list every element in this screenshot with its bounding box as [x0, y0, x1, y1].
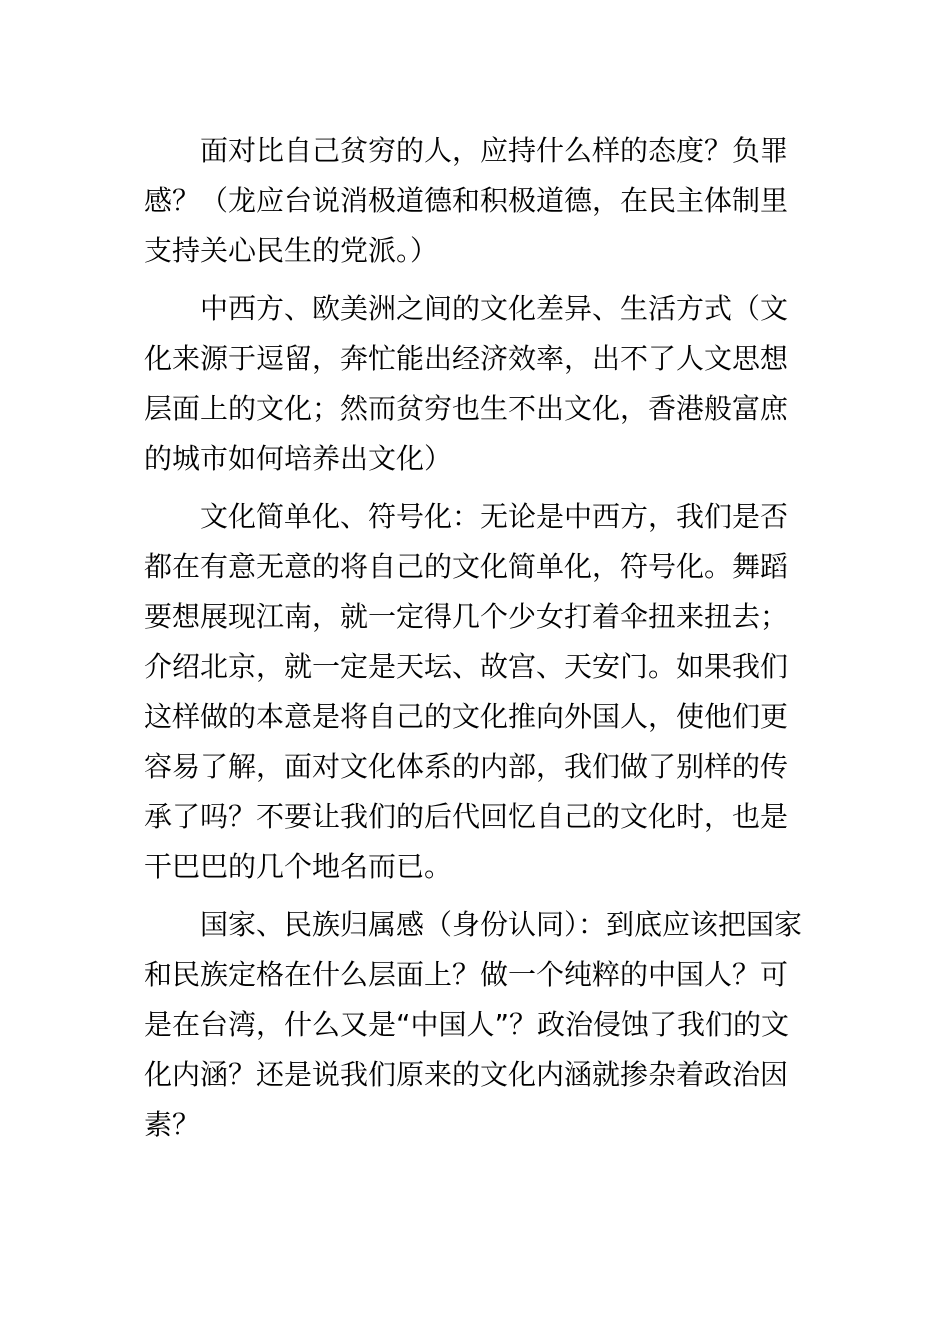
paragraph-wealth-attitude: 面对比自己贫穷的人，应持什么样的态度？负罪感？（龙应台说消极道德和积极道德，在民主体制里支持关心民生的党派。）: [144, 134, 789, 267]
document-body: [144, 126, 806, 1158]
paragraph-culture-simplification: 文化简单化、符号化：无论是中西方，我们是否都在有意无意的将自己的文化简单化，符号化。舞蹈要想展现江南，就一定得几个少女打着伞扭来扭去；介绍北京，就一定是天坛、故宫、天安门。如果我们这样做的本意是将自己的文化推向外国人，使他们更容易了解，面对文化体系的内部，我们做了别样的传承了吗？不要让我们的后代回忆自己的文化时，也是干巴巴的几个地名而已。: [144, 500, 789, 883]
paragraph-national-identity: 国家、民族归属感（身份认同）：到底应该把国家和民族定格在什么层面上？做一个纯粹的中国人？可是在台湾，什么又是“中国人”？政治侵蚀了我们的文化内涵？还是说我们原来的文化内涵就掺杂着政治因素？: [144, 908, 803, 1141]
paragraph-cultural-differences: 中西方、欧美洲之间的文化差异、生活方式（文化来源于逗留，奔忙能出经济效率，出不了人文思想层面上的文化；然而贫穷也生不出文化，香港般富庶的城市如何培养出文化）: [144, 292, 789, 475]
